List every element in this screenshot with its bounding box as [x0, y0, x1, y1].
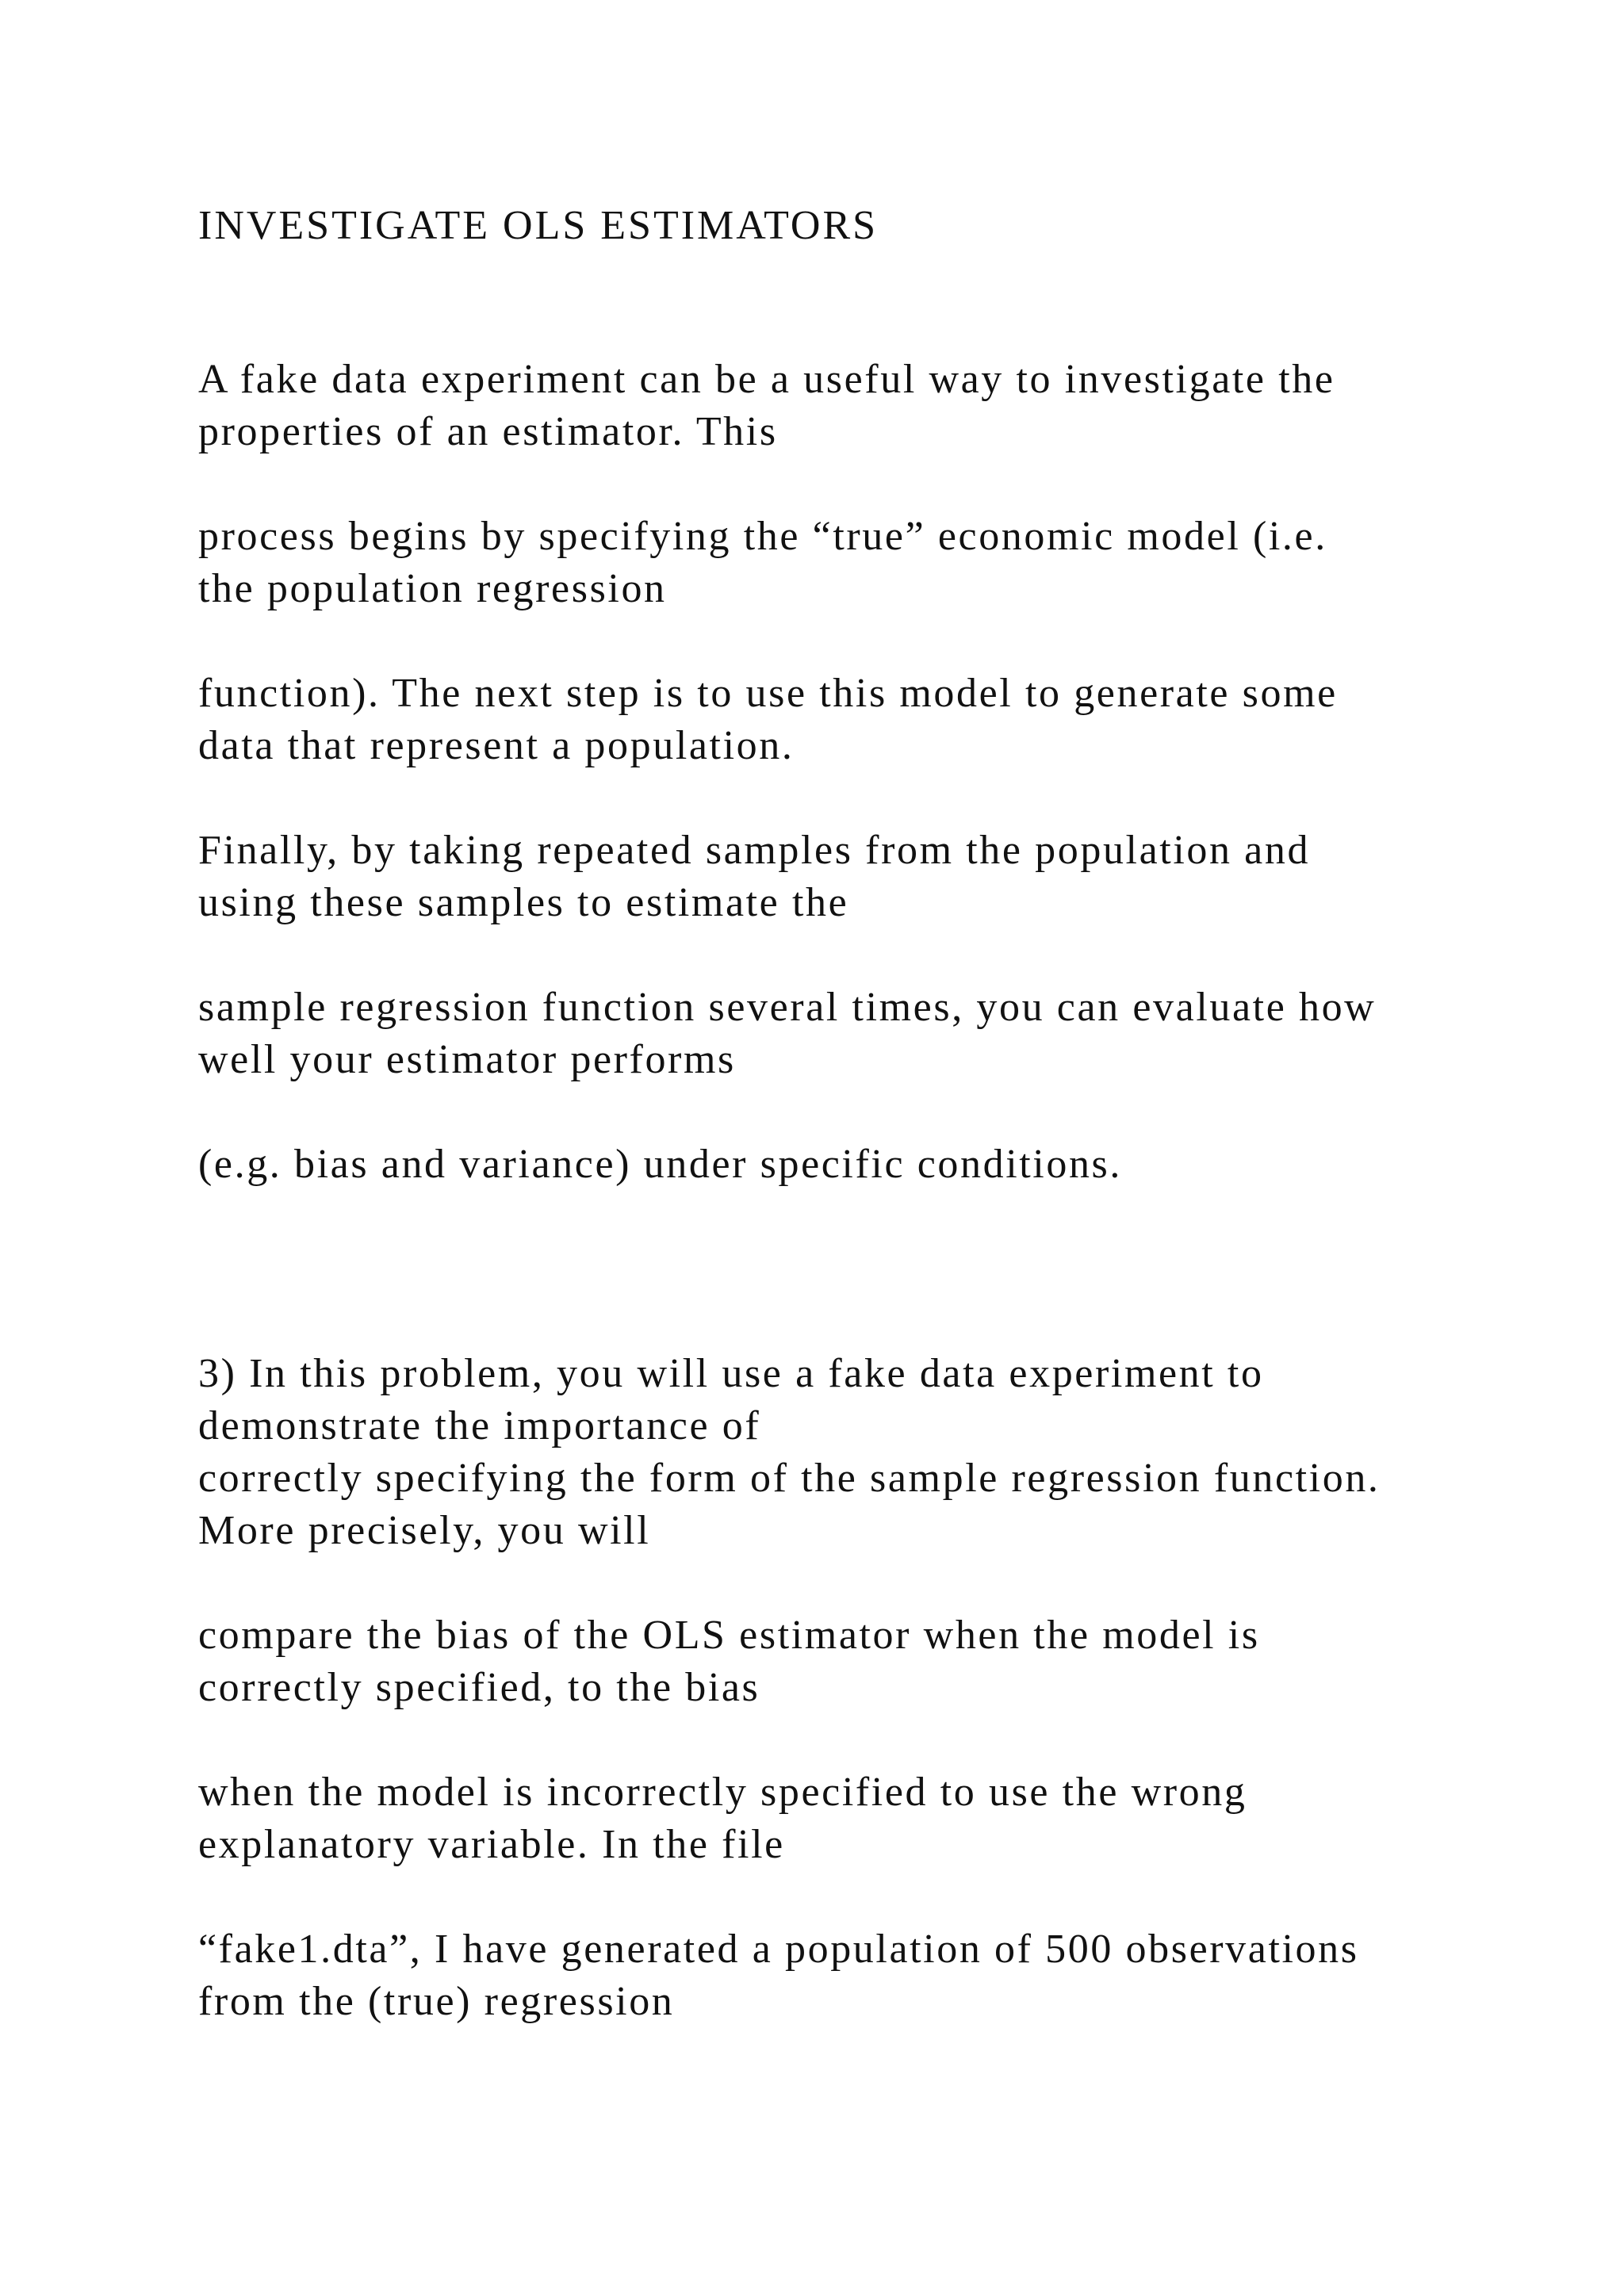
text-line: “fake1.dta”, I have generated a population of 500 observations — [198, 1927, 1359, 1972]
text-line: function). The next step is to use this model to generate some — [198, 671, 1338, 716]
text-line: sample regression function several times, you can evaluate how — [198, 985, 1377, 1030]
paragraph-problem-3 — [198, 1348, 1381, 1557]
text-line: compare the bias of the OLS estimator when the model is — [198, 1613, 1260, 1658]
paragraph-intro — [198, 354, 1335, 458]
text-line: using these samples to estimate the — [198, 880, 849, 925]
text-line: properties of an estimator. This — [198, 409, 778, 454]
text-line: A fake data experiment can be a useful way to investigate the — [198, 357, 1335, 402]
text-line: data that represent a population. — [198, 723, 795, 768]
paragraph-finally — [198, 825, 1310, 929]
text-line: Finally, by taking repeated samples from the population and — [198, 828, 1311, 873]
paragraph-conditions — [198, 1138, 1122, 1191]
text-line: the population regression — [198, 566, 667, 611]
text-line: from the (true) regression — [198, 1979, 675, 2024]
text-line: explanatory variable. In the file — [198, 1822, 785, 1867]
text-line: correctly specified, to the bias — [198, 1665, 760, 1710]
text-line: when the model is incorrectly specified to use the wrong — [198, 1770, 1247, 1815]
text-line: (e.g. bias and variance) under specific conditions. — [198, 1142, 1122, 1187]
paragraph-sample — [198, 982, 1376, 1086]
text-line: well your estimator performs — [198, 1037, 736, 1082]
text-line: demonstrate the importance of — [198, 1403, 761, 1448]
paragraph-compare — [198, 1609, 1260, 1714]
document-title: INVESTIGATE OLS ESTIMATORS — [198, 203, 879, 248]
paragraph-fake-file — [198, 1923, 1359, 2028]
paragraph-incorrect — [198, 1766, 1247, 1871]
text-line: correctly specifying the form of the sample regression function. — [198, 1456, 1381, 1501]
paragraph-function — [198, 668, 1338, 772]
text-line: More precisely, you will — [198, 1508, 651, 1553]
text-line: process begins by specifying the “true” economic model (i.e. — [198, 514, 1327, 559]
text-line: 3) In this problem, you will use a fake data experiment to — [198, 1351, 1264, 1396]
paragraph-process — [198, 511, 1327, 615]
